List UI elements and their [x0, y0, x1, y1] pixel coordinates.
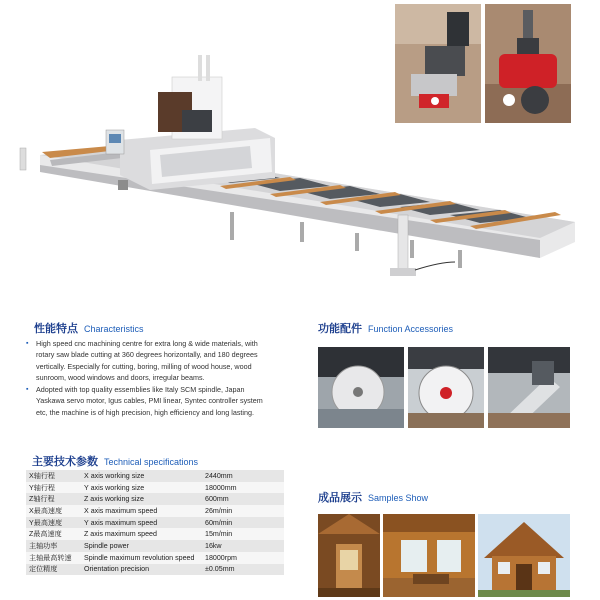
samples-heading: [318, 489, 428, 505]
spec-value: 16kw: [202, 540, 284, 552]
spec-value: 15m/min: [202, 528, 284, 540]
characteristics-title-en: Characteristics: [84, 324, 144, 334]
samples-title-en: Samples Show: [368, 493, 429, 503]
accessories-title-en: Function Accessories: [368, 324, 454, 334]
spec-value: 60m/min: [202, 517, 284, 529]
characteristics-item: ▪ High speed cnc machining centre for extra long & wide materials, with rotary saw blade cutting at 360 degrees horizontally, and 180 degrees vertically. Especially for cutting, boring, milling of wood house, wood sunroom, wood windows and doors, irregular beams.: [26, 338, 274, 383]
spec-cn: 主轴功率: [26, 540, 81, 552]
spec-value: 18000rpm: [202, 552, 284, 564]
sample-photo-1: [318, 514, 380, 597]
spec-en: Y axis maximum speed: [81, 517, 202, 529]
characteristics-list: [26, 338, 274, 419]
table-row: [26, 482, 284, 494]
spec-value: 26m/min: [202, 505, 284, 517]
specs-heading: [32, 453, 198, 469]
table-row: [26, 540, 284, 552]
characteristics-title-cn: 性能特点: [34, 323, 78, 335]
table-row: [26, 564, 284, 576]
spec-cn: Z最高速度: [26, 528, 81, 540]
spec-en: X axis working size: [81, 470, 202, 482]
table-row: [26, 528, 284, 540]
spec-value: 2440mm: [202, 470, 284, 482]
samples-title-cn: 成品展示: [318, 492, 362, 504]
spec-cn: X轴行程: [26, 470, 81, 482]
sample-photo-2: [383, 514, 475, 597]
spindle-photo-1: [395, 4, 481, 123]
spec-cn: Y轴行程: [26, 482, 81, 494]
spec-cn: Z轴行程: [26, 493, 81, 505]
table-row: [26, 552, 284, 564]
accessories-title-cn: 功能配件: [318, 323, 362, 335]
accessories-heading: [318, 320, 453, 336]
specs-table: [26, 470, 284, 575]
table-row: [26, 505, 284, 517]
spec-value: 18000mm: [202, 482, 284, 494]
characteristics-heading: [34, 320, 144, 336]
table-row: [26, 470, 284, 482]
spec-en: Spindle maximum revolution speed: [81, 552, 202, 564]
sample-photo-3: [478, 514, 570, 597]
spec-cn: 定位精度: [26, 564, 81, 576]
spec-en: Y axis working size: [81, 482, 202, 494]
specs-title-cn: 主要技术参数: [32, 456, 98, 468]
characteristics-item: ▪ Adopted with top quality essemblies like Italy SCM spindle, Japan Yaskawa servo motor, Igus cables, PMI linear, Syntec controller system etc, the machine is of high precision, high efficiency and long lasting.: [26, 384, 274, 418]
accessory-photo-1: [318, 347, 404, 428]
spindle-photo-2: [485, 4, 571, 123]
spec-en: Orientation precision: [81, 564, 202, 576]
accessory-photo-3: [488, 347, 570, 428]
spec-en: X axis maximum speed: [81, 505, 202, 517]
specs-title-en: Technical specifications: [104, 457, 199, 467]
spec-cn: X最高速度: [26, 505, 81, 517]
accessory-photo-2: [408, 347, 484, 428]
spec-en: Z axis working size: [81, 493, 202, 505]
spec-en: Z axis maximum speed: [81, 528, 202, 540]
spec-cn: 主轴最高转速: [26, 552, 81, 564]
spec-en: Spindle power: [81, 540, 202, 552]
table-row: [26, 493, 284, 505]
spec-cn: Y最高速度: [26, 517, 81, 529]
table-row: [26, 517, 284, 529]
spec-value: 600mm: [202, 493, 284, 505]
spec-value: ±0.05mm: [202, 564, 284, 576]
